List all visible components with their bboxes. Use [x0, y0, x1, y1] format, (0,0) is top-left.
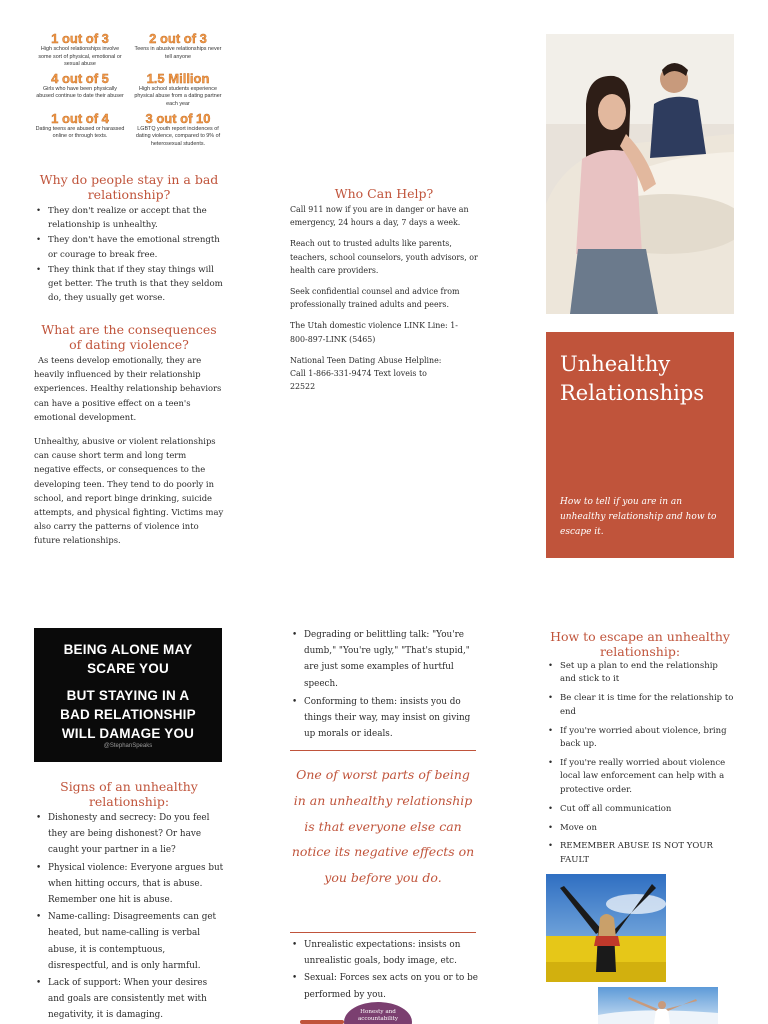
- quote-handle: @StephanSpeaks: [103, 743, 153, 749]
- stat-item: [34, 72, 126, 109]
- stat-value: 3 out of 10: [145, 110, 211, 126]
- couple-photo: [546, 34, 734, 314]
- list-item: • Unrealistic expectations: insists on unrealistic goals, body image, etc.: [290, 937, 480, 969]
- stat-value: 1 out of 3: [51, 31, 109, 46]
- list-item: • Physical violence: Everyone argues but when hitting occurs, that is abuse. Remember one hit is abuse.: [34, 860, 226, 909]
- stat-item: [34, 112, 126, 149]
- help-paragraph: Seek confidential counsel and advice from professionally trained adults and peers.: [290, 287, 460, 310]
- stat-value: 1.5 Million: [146, 70, 210, 86]
- list-item: • Cut off all communication: [546, 803, 736, 816]
- help-paragraph: The Utah domestic violence LINK Line: 1-800-897-LINK (5465): [290, 321, 458, 344]
- signs-list: [34, 810, 226, 1024]
- stat-text: Teens in abusive relationships never tell anyone: [134, 46, 222, 60]
- consequences-paragraph: Unhealthy, abusive or violent relationships can cause short term and long term negative effects, or consequences to the developing teen. They tend to do poorly in school, and report binge drinking, suicide attempts, and physical fighting. Victims may also carry the patterns of violence into future relationships.: [34, 436, 224, 546]
- stat-text: Girls who have been physically abused continue to date their abuser: [36, 85, 124, 100]
- list-item: • Conforming to them: insists you do things their way, may insist on giving up morals or ideals.: [290, 694, 480, 743]
- pull-quote: One of worst parts of being in an unhealthy relationship is that everyone else can notice its negative effects on you before you do.: [291, 767, 475, 886]
- stat-item: [34, 32, 126, 69]
- stat-value: 1 out of 4: [51, 110, 109, 126]
- stat-item: [132, 72, 224, 109]
- quote-line: BAD RELATIONSHIP: [60, 707, 196, 722]
- list-item: • REMEMBER ABUSE IS NOT YOUR FAULT: [546, 840, 736, 867]
- help-paragraph: Call 911 now if you are in danger or have an emergency, 24 hours a day, 7 days a week.: [290, 205, 469, 228]
- stat-value: 2 out of 3: [149, 31, 207, 46]
- divider: [290, 750, 476, 751]
- list-item: • They don't have the emotional strength or courage to break free.: [34, 233, 226, 261]
- title-panel: [546, 332, 734, 558]
- decorative-bar: [300, 1020, 344, 1024]
- list-item: • If you're really worried about violence local law enforcement can help with a protective order.: [546, 757, 736, 797]
- help-heading: Who Can Help?: [334, 186, 434, 201]
- field-photo: [546, 874, 666, 982]
- help-paragraph: Reach out to trusted adults like parents, teachers, school counselors, youth advisors, or health care providers.: [290, 239, 478, 275]
- brochure-title: Unhealthy Relationships: [560, 352, 705, 405]
- sky-photo: [598, 987, 718, 1024]
- list-item: • Degrading or belittling talk: "You're dumb," "You're ugly," "That's stupid," are just some examples of hurtful speech.: [290, 627, 480, 692]
- quote-line: BUT STAYING IN A: [66, 688, 190, 703]
- list-item: • They don't realize or accept that the relationship is unhealthy.: [34, 204, 226, 232]
- list-item: • They think that if they stay things will get better. The truth is that they seldom do, they usually get worse.: [34, 263, 226, 306]
- quote-line: SCARE YOU: [87, 661, 169, 676]
- escape-list: [546, 660, 736, 873]
- list-item: • Move on: [546, 822, 736, 835]
- stat-text: High school relationships involve some sort of physical, emotional or sexual abuse: [38, 46, 122, 68]
- quote-image: [34, 628, 222, 762]
- stat-value: 4 out of 5: [51, 70, 109, 86]
- stat-text: Dating teens are abused or harassed online or through texts.: [35, 125, 125, 140]
- consequences-heading: What are the consequences of dating violence?: [41, 322, 217, 352]
- help-paragraph: National Teen Dating Abuse Helpline: Call 1-866-331-9474 Text loveis to 22522: [290, 355, 442, 392]
- list-item: • Sexual: Forces sex acts on you or to be performed by you.: [290, 970, 480, 1002]
- types-list: [290, 627, 480, 744]
- types-list: [290, 937, 480, 1004]
- quote-line: WILL DAMAGE YOU: [61, 726, 195, 741]
- list-item: • Dishonesty and secrecy: Do you feel they are being dishonest? Or have caught your partner in a lie?: [34, 810, 226, 859]
- quote-line: BEING ALONE MAY: [63, 642, 193, 657]
- list-item: • Be clear it is time for the relationship to end: [546, 692, 736, 719]
- help-text: [290, 203, 478, 401]
- list-item: • Lack of support: When your desires and goals are consistently met with negativity, it is damaging.: [34, 975, 226, 1024]
- stat-item: [132, 112, 224, 149]
- why-list: [34, 204, 226, 306]
- escape-heading: How to escape an unhealthy relationship:: [550, 629, 730, 659]
- divider: [290, 932, 476, 933]
- stats-infographic: [34, 32, 224, 151]
- stat-text: LGBTQ youth report incidences of dating violence, compared to 9% of heterosexual students.: [135, 125, 221, 147]
- why-heading: Why do people stay in a bad relationship?: [39, 172, 219, 202]
- list-item: • Name-calling: Disagreements can get heated, but name-calling is verbal abuse, it is contemptuous, disrespectful, and is only harmful.: [34, 909, 226, 974]
- stat-text: High school students experience physical abuse from a dating partner each year: [134, 85, 222, 107]
- stat-item: [132, 32, 224, 69]
- list-item: • Set up a plan to end the relationship and stick to it: [546, 660, 736, 687]
- consequences-paragraph: As teens develop emotionally, they are heavily influenced by their relationship experiences. Healthy relationship behaviors can have a positive effect on a teen's emotional development.: [34, 355, 222, 422]
- honesty-badge: Honesty and accountability: [344, 1002, 412, 1024]
- signs-heading: Signs of an unhealthy relationship:: [60, 779, 198, 809]
- list-item: • If you're worried about violence, bring back up.: [546, 725, 736, 752]
- brochure-subtitle: How to tell if you are in an unhealthy relationship and how to escape it.: [560, 497, 717, 537]
